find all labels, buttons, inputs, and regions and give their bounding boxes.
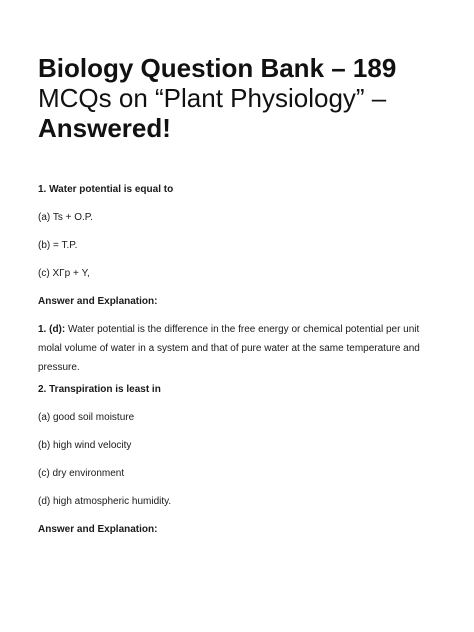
q2-answer-heading: Answer and Explanation:	[38, 524, 158, 535]
title-line-3: Answered!	[38, 113, 171, 143]
q1-option-b: (b) = T.P.	[38, 240, 78, 251]
q2-option-b: (b) high wind velocity	[38, 440, 132, 451]
q1-answer-heading: Answer and Explanation:	[38, 296, 158, 307]
q1-explanation	[38, 320, 438, 377]
q1-explanation-text: Water potential is the difference in the free energy or chemical potential per unit molal volume of water in a system and that of pure water at the same temperature and pressure.	[38, 324, 420, 373]
q1-option-a: (a) Ts + O.P.	[38, 212, 93, 223]
document-title	[38, 53, 458, 143]
title-line-2: MCQs on “Plant Physiology” –	[38, 83, 387, 113]
q2-option-a: (a) good soil moisture	[38, 412, 135, 423]
title-line-1: Biology Question Bank – 189	[38, 53, 397, 83]
q1-answer-label: 1. (d):	[38, 324, 66, 335]
q1-option-c: (c) ΧΓp + Υ,	[38, 268, 90, 279]
question-2: 2. Transpiration is least in	[38, 384, 161, 395]
question-1: 1. Water potential is equal to	[38, 184, 174, 195]
q2-option-d: (d) high atmospheric humidity.	[38, 496, 172, 507]
q2-option-c: (c) dry environment	[38, 468, 125, 479]
